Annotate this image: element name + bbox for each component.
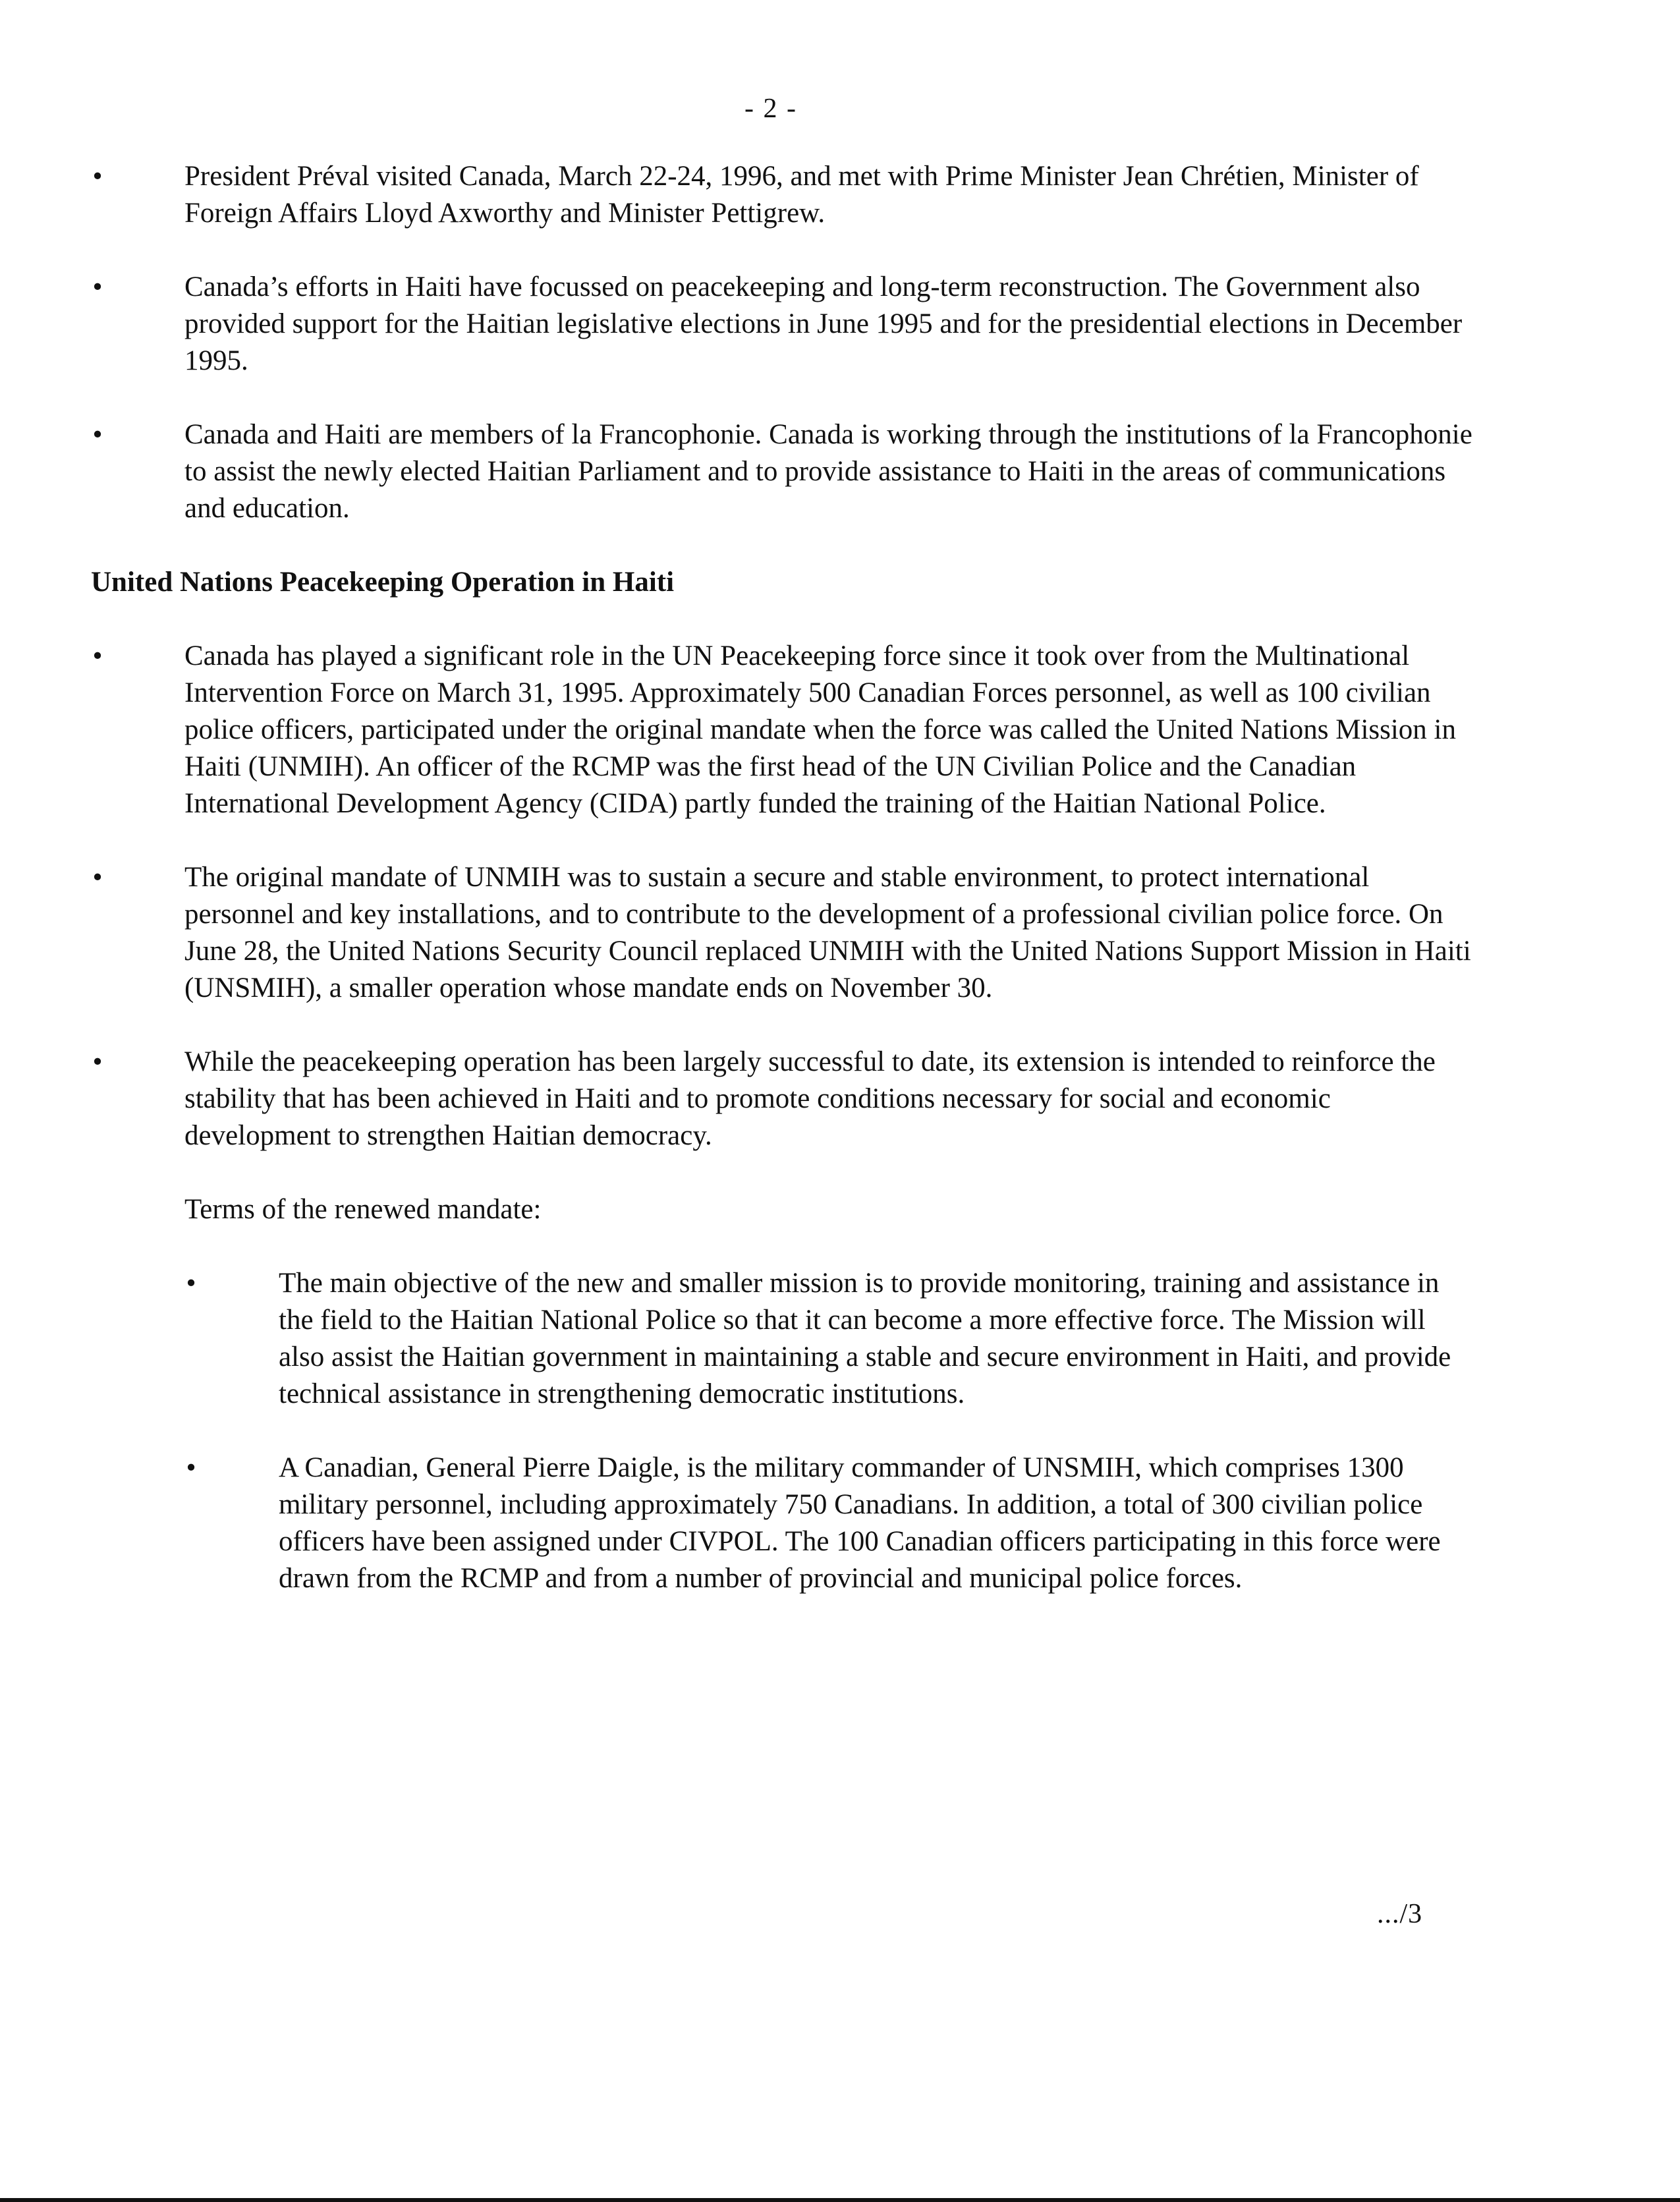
bullet-text: Canada has played a significant role in the UN Peacekeeping force since it took over from the Multinational Intervention Force on March 31, 1995. Approximately 500 Canadian Forces personnel, as well as 100 civilian police officers, participated under the original mandate when the force was called the United Nations Mission in Haiti (UNMIH). An officer of the RCMP was the first head of the UN Civilian Police and the Canadian International Development Agency (CIDA) partly funded the training of the Haitian National Police.	[184, 640, 1457, 819]
bullet-icon: •	[92, 862, 103, 893]
bullet-icon: •	[92, 1046, 103, 1077]
bullet-icon: •	[92, 161, 103, 192]
bullet-text: The original mandate of UNMIH was to sustain a secure and stable environment, to protect international personnel and key installations, and to contribute to the development of a professional civilian police force. On June 28, the United Nations Security Council replaced UNMIH with the United Nations Support Mission in Haiti (UNSMIH), a smaller operation whose mandate ends on November 30.	[184, 862, 1471, 1003]
bullet-item	[91, 269, 1474, 380]
bullet-item	[91, 158, 1474, 232]
bullet-icon: •	[186, 1268, 196, 1299]
bullet-item	[91, 638, 1474, 822]
bullet-text: Canada’s efforts in Haiti have focussed on peacekeeping and long-term reconstruction. The Government also provided support for the Haitian legislative elections in June 1995 and for the presidential elections in December 1995.	[184, 271, 1463, 376]
continuation-marker: .../3	[1377, 1899, 1423, 1929]
bullet-icon: •	[186, 1452, 196, 1483]
sub-bullet-text: A Canadian, General Pierre Daigle, is the military commander of UNSMIH, which comprises 1300 military personnel, including approximately 750 Canadians. In addition, a total of 300 civilian police officers have been assigned under CIVPOL. The 100 Canadian officers participating in this force were drawn from the RCMP and from a number of provincial and municipal police forces.	[279, 1452, 1441, 1594]
bullet-text: While the peacekeeping operation has been largely successful to date, its extension is intended to reinforce the stability that has been achieved in Haiti and to promote conditions necessary for social and economic development to strengthen Haitian democracy.	[184, 1046, 1436, 1151]
bullet-icon: •	[92, 640, 103, 671]
scan-edge-rule	[0, 2198, 1680, 2202]
sub-bullet-item	[91, 1450, 1474, 1597]
bullet-item	[91, 1044, 1474, 1154]
bullet-icon: •	[92, 419, 103, 450]
bullet-text: Canada and Haiti are members of la Francophonie. Canada is working through the institutions of la Francophonie to assist the newly elected Haitian Parliament and to provide assistance to Haiti in the areas of communications and education.	[184, 419, 1472, 524]
bullet-item	[91, 859, 1474, 1007]
bullet-icon: •	[92, 271, 103, 302]
document-body	[91, 158, 1474, 1634]
sub-bullet-text: The main objective of the new and smaller mission is to provide monitoring, training and assistance in the field to the Haitian National Police so that it can become a more effective force. The Mission will also assist the Haitian government in maintaining a stable and secure environment in Haiti, and provide technical assistance in strengthening democratic institutions.	[279, 1268, 1451, 1409]
bullet-text: President Préval visited Canada, March 22-24, 1996, and met with Prime Minister Jean Chrétien, Minister of Foreign Affairs Lloyd Axworthy and Minister Pettigrew.	[184, 161, 1419, 229]
sub-bullet-item	[91, 1265, 1474, 1413]
section-heading: United Nations Peacekeeping Operation in Haiti	[91, 567, 675, 598]
page-number: - 2 -	[744, 94, 797, 124]
bullet-item	[91, 416, 1474, 527]
terms-label: Terms of the renewed mandate:	[184, 1194, 542, 1225]
